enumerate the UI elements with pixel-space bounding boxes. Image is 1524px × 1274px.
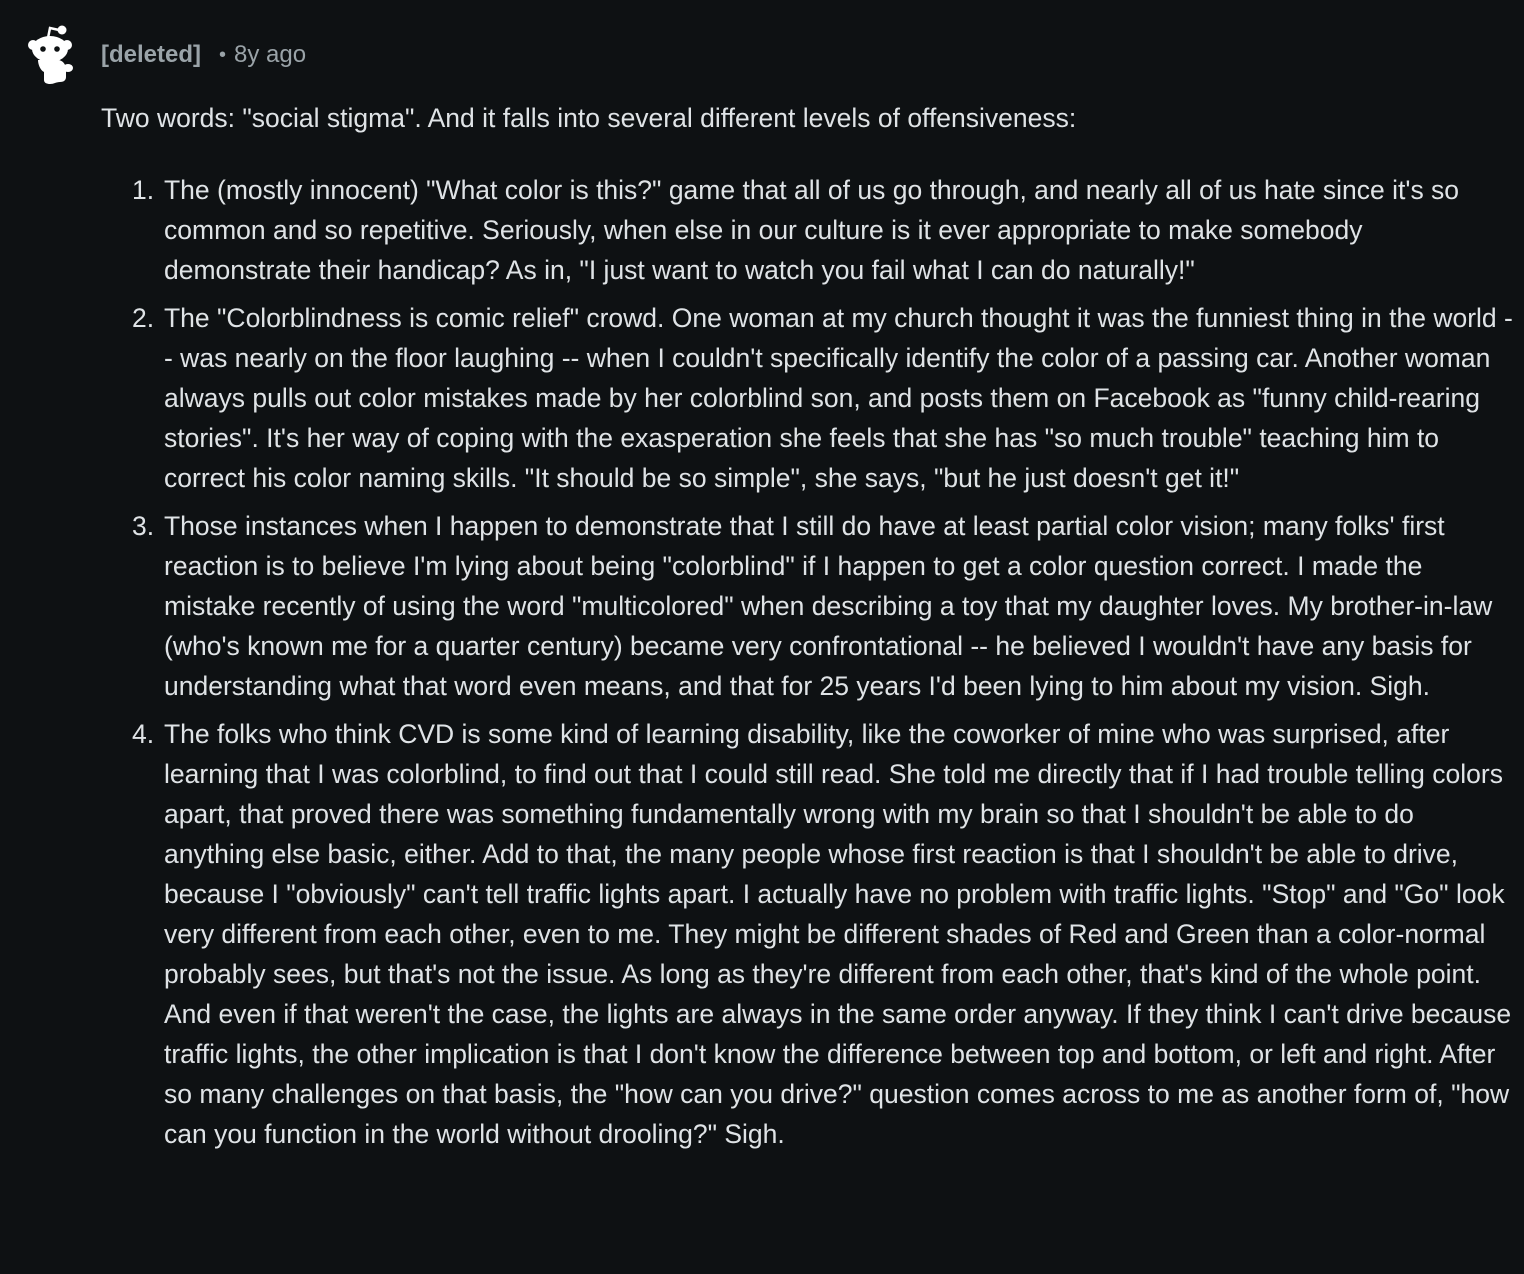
comment-body xyxy=(101,98,1516,1162)
list-item-number: 4. xyxy=(132,719,155,749)
numbered-list xyxy=(101,170,1516,1154)
snoo-avatar-icon[interactable] xyxy=(24,20,80,88)
list-item xyxy=(101,170,1516,290)
list-item-text: The "Colorblindness is comic relief" crowd. One woman at my church thought it was the funniest thing in the world -- was nearly on the floor laughing -- when I couldn't specifically identify the color of a passing car. Another woman always pulls out color mistakes made by her colorblind son, and posts them on Facebook as "funny child-rearing stories". It's her way of coping with the exasperation she feels that she has "so much trouble" teaching him to correct his color naming skills. "It should be so simple", she says, "but he just doesn't get it!" xyxy=(164,303,1513,493)
author-name[interactable]: [deleted] xyxy=(101,41,202,68)
list-item-text: Those instances when I happen to demonstrate that I still do have at least partial color vision; many folks' first reaction is to believe I'm lying about being "colorblind" if I happen to get a color question correct. I made the mistake recently of using the word "multicolored" when describing a toy that my daughter loves. My brother-in-law (who's known me for a quarter century) became very confrontational -- he believed I wouldn't have any basis for understanding what that word even means, and that for 25 years I'd been lying to him about my vision. Sigh. xyxy=(164,511,1493,701)
list-item xyxy=(101,714,1516,1154)
list-item-text: The (mostly innocent) "What color is this?" game that all of us go through, and nearly all of us hate since it's so common and so repetitive. Seriously, when else in our culture is it ever appropriate to make somebody demonstrate their handicap? As in, "I just want to watch you fail what I can do naturally!" xyxy=(164,175,1460,285)
comment-meta xyxy=(101,38,306,72)
list-item-text: The folks who think CVD is some kind of learning disability, like the coworker of mine who was surprised, after learning that I was colorblind, to find out that I could still read. She told me directly that if I had trouble telling colors apart, that proved there was something fundamentally wrong with my brain so that I shouldn't be able to do anything else basic, either. Add to that, the many people whose first reaction is that I shouldn't be able to drive, because I "obviously" can't tell traffic lights apart. I actually have no problem with traffic lights. "Stop" and "Go" look very different from each other, even to me. They might be different shades of Red and Green than a color-normal probably sees, but that's not the issue. As long as they're different from each other, that's kind of the whole point. And even if that weren't the case, the lights are always in the same order anyway. If they think I can't drive because traffic lights, the other implication is that I don't know the difference between top and bottom, or left and right. After so many challenges on that basis, the "how can you drive?" question comes across to me as another form of, "how can you function in the world without drooling?" Sigh. xyxy=(164,719,1512,1149)
comment-intro: Two words: "social stigma". And it falls into several different levels of offensiveness: xyxy=(101,103,1077,133)
list-item xyxy=(101,506,1516,706)
list-item xyxy=(101,298,1516,498)
list-item-number: 1. xyxy=(132,175,155,205)
meta-separator: • xyxy=(219,43,227,66)
list-item-number: 3. xyxy=(132,511,155,541)
timestamp[interactable]: 8y ago xyxy=(234,41,307,68)
list-item-number: 2. xyxy=(132,303,155,333)
